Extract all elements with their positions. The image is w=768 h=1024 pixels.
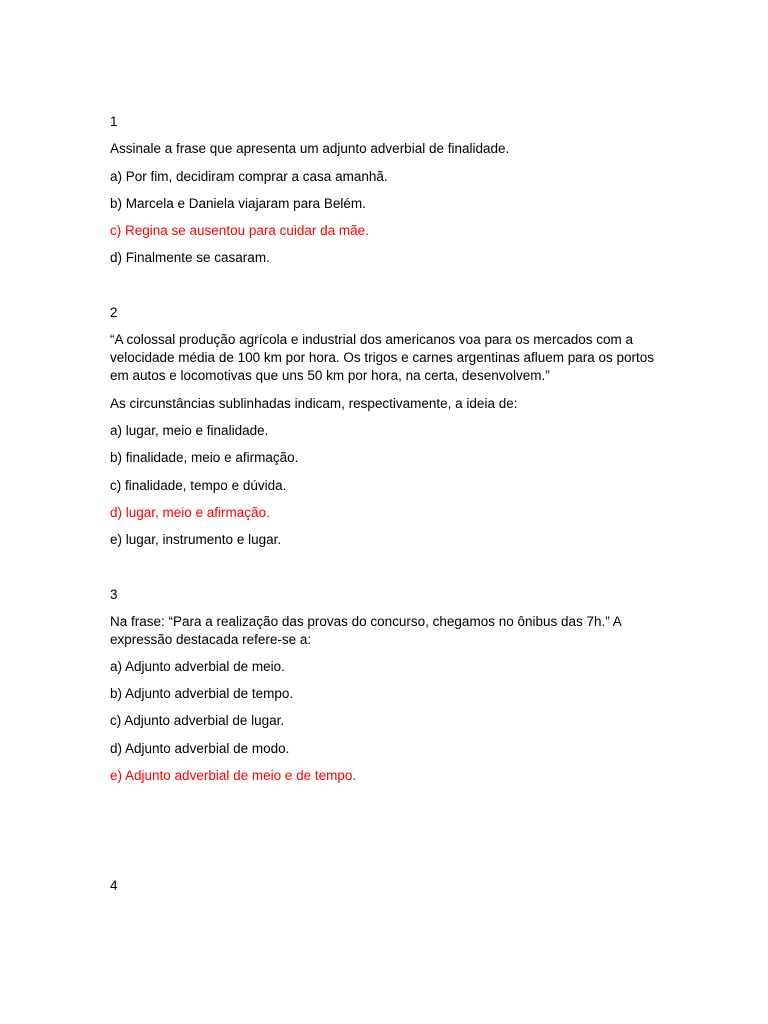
question-passage: “A colossal produção agrícola e industrial dos americanos voa para os mercados com a velocidade média de 100 km por hora. Os trigos e carnes argentinas afluem para os portos em autos e locomotivas que uns 50 km por hora, na certa, desenvolvem.”	[110, 332, 655, 383]
question-prompt: Assinale a frase que apresenta um adjunto adverbial de finalidade.	[110, 141, 510, 156]
option-c-correct-answer: c) Regina se ausentou para cuidar da mãe.	[110, 223, 369, 238]
option-b: b) Marcela e Daniela viajaram para Belém.	[110, 196, 366, 211]
option-b: b) Adjunto adverbial de tempo.	[110, 686, 294, 701]
option-d-correct-answer: d) lugar, meio e afirmação.	[110, 505, 270, 520]
option-e-correct-answer: e) Adjunto adverbial de meio e de tempo.	[110, 768, 357, 783]
question-prompt: As circunstâncias sublinhadas indicam, respectivamente, a ideia de:	[110, 396, 518, 411]
option-a: a) Por fim, decidiram comprar a casa amanhã.	[110, 169, 388, 184]
question-number: 3	[110, 587, 118, 602]
question-prompt: Na frase: “Para a realização das provas do concurso, chegamos no ônibus das 7h.” A expressão destacada refere-se a:	[110, 614, 622, 647]
option-d: d) Finalmente se casaram.	[110, 250, 270, 265]
option-b: b) finalidade, meio e afirmação.	[110, 450, 299, 465]
question-number: 2	[110, 305, 118, 320]
option-a: a) lugar, meio e finalidade.	[110, 423, 269, 438]
option-c: c) Adjunto adverbial de lugar.	[110, 713, 285, 728]
question-number: 1	[110, 114, 118, 129]
option-d: d) Adjunto adverbial de modo.	[110, 741, 290, 756]
option-a: a) Adjunto adverbial de meio.	[110, 659, 285, 674]
question-number: 4	[110, 878, 118, 893]
option-e: e) lugar, instrumento e lugar.	[110, 532, 282, 547]
option-c: c) finalidade, tempo e dúvida.	[110, 478, 287, 493]
